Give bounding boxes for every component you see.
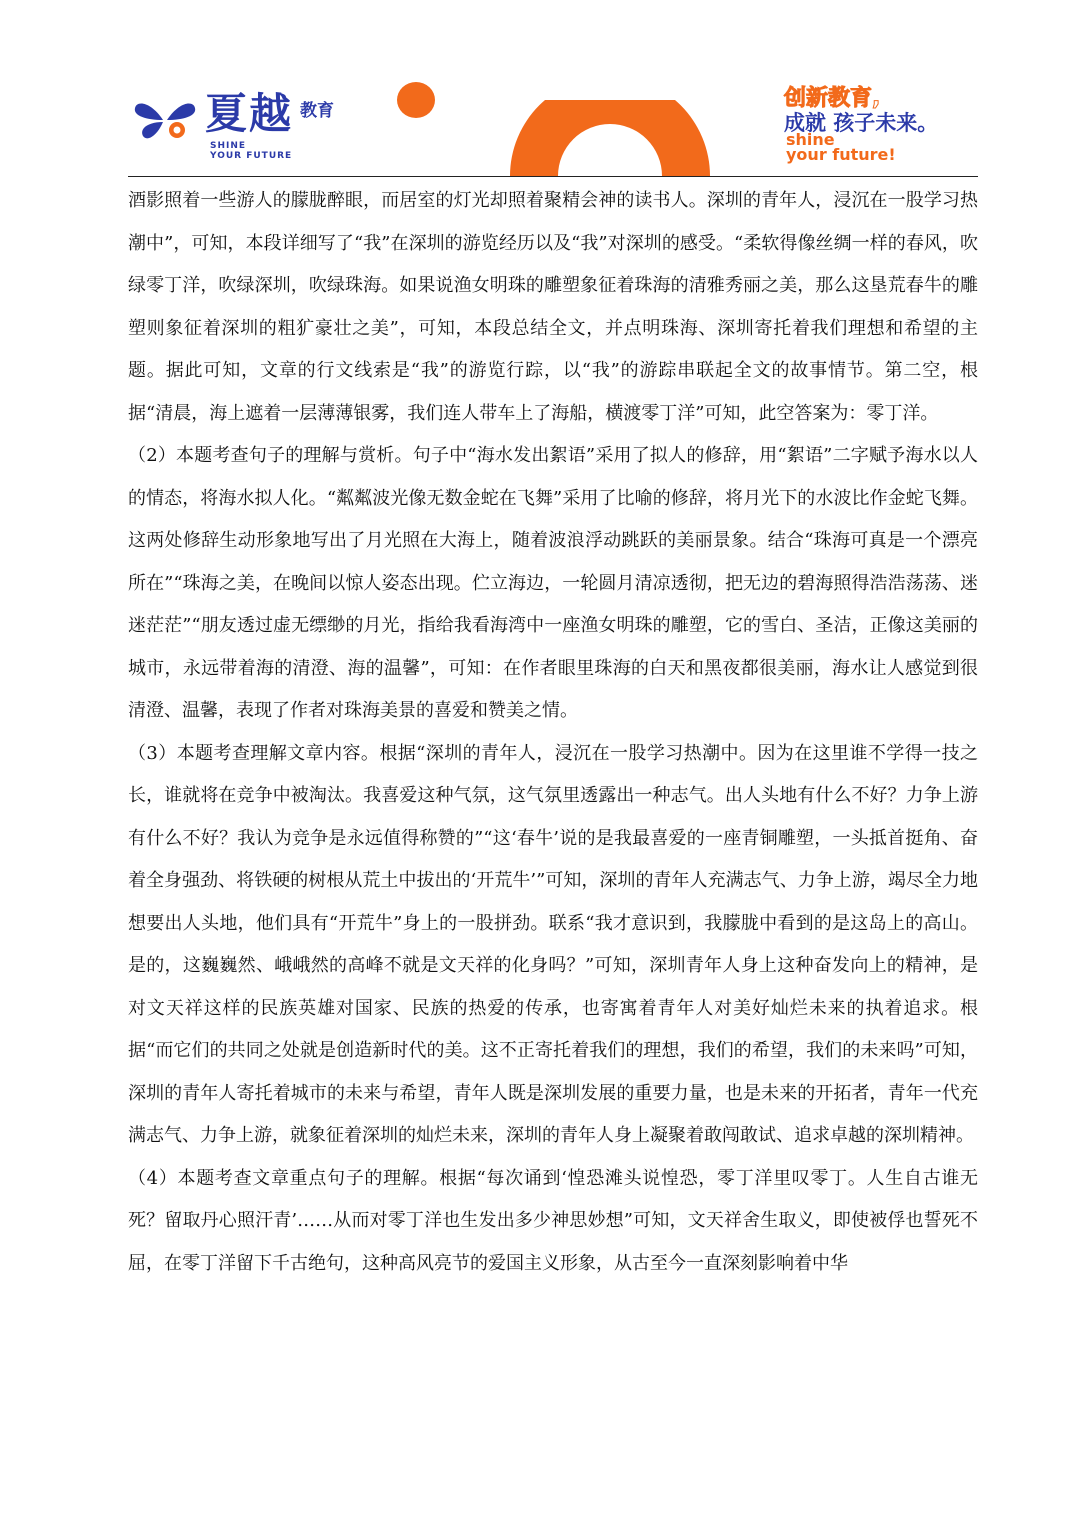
paragraph-continuation: 酒影照着一些游人的朦胧醉眼，而居室的灯光却照着聚精会神的读书人。深圳的青年人，浸沉在一股学习热潮中”，可知，本段详细写了“我”在深圳的游览经历以及“我”对深圳的感受。“柔软得像丝绸一样的春风，吹绿零丁洋，吹绿深圳，吹绿珠海。如果说渔女明珠的雕塑象征着珠海的清雅秀丽之美，那么这垦荒春牛的雕塑则象征着深圳的粗犷豪壮之美”，可知，本段总结全文，并点明珠海、深圳寄托着我们理想和希望的主题。据此可知，文章的行文线索是“我”的游览行踪，以“我”的游踪串联起全文的故事情节。第二空，根据“清晨，海上遮着一层薄薄银雾，我们连人带车上了海船，横渡零丁洋”可知，此空答案为：零丁洋。 [128,190,978,424]
slogan-chinese-line2: 成就 孩子未来。 [784,111,939,135]
header-divider [128,176,978,177]
brand-name: 夏越 [205,89,294,138]
slogan-chinese-line1: 创新教育, [784,86,881,111]
slogan-english [786,132,896,162]
paragraph-answer-3: （3）本题考查理解文章内容。根据“深圳的青年人，浸沉在一股学习热潮中。因为在这里谁不学得一技之长，谁就将在竞争中被淘汰。我喜爱这种气氛，这气氛里透露出一种志气。出人头地有什么不好？力争上游有什么不好？我认为竞争是永远值得称赞的”“这‘春牛’说的是我最喜爱的一座青铜雕塑，一头抵首挺角、奋着全身强劲、将铁硬的树根从荒土中拔出的‘开荒牛’”可知，深圳的青年人充满志气、力争上游，竭尽全力地想要出人头地，他们具有“开荒牛”身上的一股拼劲。联系“我才意识到，我朦胧中看到的是这岛上的高山。是的，这巍巍然、峨峨然的高峰不就是文天祥的化身吗？”可知，深圳青年人身上这种奋发向上的精神，是对文天祥这样的民族英雄对国家、民族的热爱的传承，也寄寓着青年人对美好灿烂未来的执着追求。根据“而它们的共同之处就是创造新时代的美。这不正寄托着我们的理想，我们的希望，我们的未来吗”可知，深圳的青年人寄托着城市的未来与希望，青年人既是深圳发展的重要力量，也是未来的开拓者，青年一代充满志气、力争上游，就象征着深圳的灿烂未来，深圳的青年人身上凝聚着敢闯敢试、追求卓越的深圳精神。 [128,742,978,1146]
slogan-en-line1: shine [786,130,835,149]
brand-english-tagline [210,141,292,161]
brand-en-line1: SHINE [210,141,247,151]
page-header [0,0,1080,178]
orange-arc-decoration [510,100,710,176]
paragraph-answer-4: （4）本题考查文章重点句子的理解。根据“每次诵到‘惶恐滩头说惶恐，零丁洋里叹零丁。人生自古谁无死？留取丹心照汗青’……从而对零丁洋也生发出多少神思妙想”可知，文天祥舍生取义，即使被俘也誓死不屈，在零丁洋留下千古绝句，这种高风亮节的爱国主义形象，从古至今一直深刻影响着中华 [128,1167,978,1274]
butterfly-logo-icon [133,98,197,142]
brand-suffix: 教育 [300,101,334,121]
slogan-en-line2: your future! [786,145,896,164]
paragraph-answer-2: （2）本题考查句子的理解与赏析。句子中“海水发出絮语”采用了拟人的修辞，用“絮语”二字赋予海水以人的情态，将海水拟人化。“粼粼波光像无数金蛇在飞舞”采用了比喻的修辞，将月光下的水波比作金蛇飞舞。这两处修辞生动形象地写出了月光照在大海上，随着波浪浮动跳跃的美丽景象。结合“珠海可真是一个漂亮所在”“珠海之美，在晚间以惊人姿态出现。伫立海边，一轮圆月清凉透彻，把无边的碧海照得浩浩荡荡、迷迷茫茫”“朋友透过虚无缥缈的月光，指给我看海湾中一座渔女明珠的雕塑，它的雪白、圣洁，正像这美丽的城市，永远带着海的清澄、海的温馨”，可知：在作者眼里珠海的白天和黑夜都很美丽，海水让人感觉到很清澄、温馨，表现了作者对珠海美景的喜爱和赞美之情。 [128,445,978,721]
document-body [128,180,978,1285]
orange-dot-decoration [397,82,435,118]
brand-en-line2: YOUR FUTURE [210,151,293,161]
